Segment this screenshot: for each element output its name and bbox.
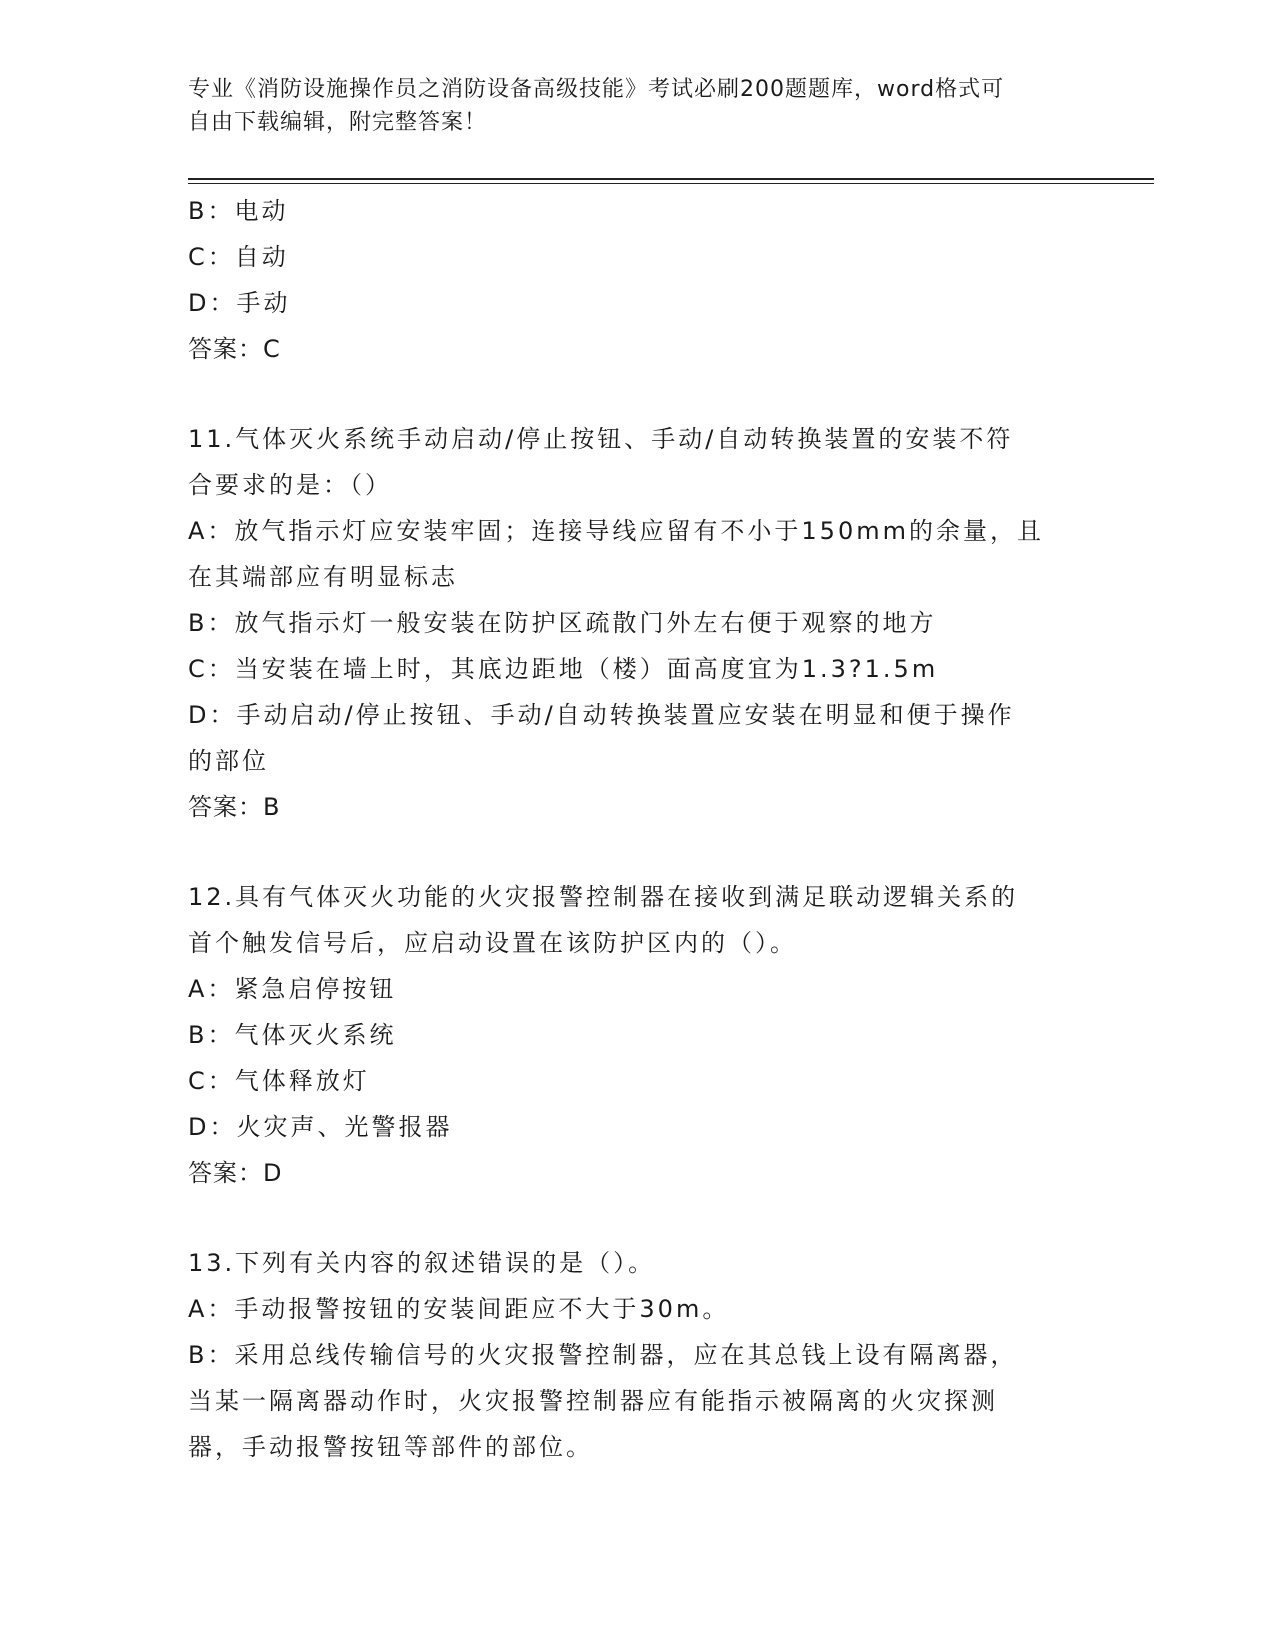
question-stem-cont: 首个触发信号后，应启动设置在该防护区内的（）。 [188,929,797,957]
option-b: B：电动 [188,197,289,225]
header-line-1: 专业《消防设施操作员之消防设备高级技能》考试必刷200题题库，word格式可 [188,77,1005,102]
question-spacer [188,1196,1088,1240]
question-stem: 13.下列有关内容的叙述错误的是（）。 [188,1249,656,1277]
option-a: A：手动报警按钮的安装间距应不大于30m。 [188,1295,730,1323]
option-d-cont: 的部位 [188,747,269,775]
option-b: B：放气指示灯一般安装在防护区疏散门外左右便于观察的地方 [188,609,937,637]
header-divider-thick [188,178,1154,180]
option-b-cont: 器，手动报警按钮等部件的部位。 [188,1433,593,1461]
answer: 答案：C [188,335,281,363]
question-content [188,188,1088,1470]
answer: 答案：B [188,793,281,821]
option-d: D：火灾声、光警报器 [188,1113,453,1141]
option-c: C：自动 [188,243,289,271]
question-13 [188,1240,1088,1470]
question-spacer [188,830,1088,874]
option-c: C：当安装在墙上时，其底边距地（楼）面高度宜为1.3?1.5m [188,655,939,683]
question-stem: 11.气体灭火系统手动启动/停止按钮、手动/自动转换装置的安装不符 [188,425,1014,453]
header-divider-thin [188,183,1154,184]
document-header [188,73,1068,139]
option-c: C：气体释放灯 [188,1067,370,1095]
option-b-cont: 当某一隔离器动作时，火灾报警控制器应有能指示被隔离的火灾探测 [188,1387,998,1415]
option-a: A：放气指示灯应安装牢固；连接导线应留有不小于150mm的余量，且 [188,517,1044,545]
header-line-2: 自由下载编辑，附完整答案！ [188,110,488,135]
question-10-tail [188,188,1088,372]
question-stem-cont: 合要求的是：（） [188,471,392,499]
option-d: D：手动 [188,289,291,317]
option-a-cont: 在其端部应有明显标志 [188,563,458,591]
question-stem: 12.具有气体灭火功能的火灾报警控制器在接收到满足联动逻辑关系的 [188,883,1019,911]
option-b: B：采用总线传输信号的火灾报警控制器，应在其总钱上设有隔离器， [188,1341,1018,1369]
option-a: A：紧急启停按钮 [188,975,397,1003]
option-d: D：手动启动/停止按钮、手动/自动转换装置应安装在明显和便于操作 [188,701,1015,729]
question-11 [188,416,1088,830]
option-b: B：气体灭火系统 [188,1021,397,1049]
question-spacer [188,372,1088,416]
question-12 [188,874,1088,1196]
answer: 答案：D [188,1159,283,1187]
